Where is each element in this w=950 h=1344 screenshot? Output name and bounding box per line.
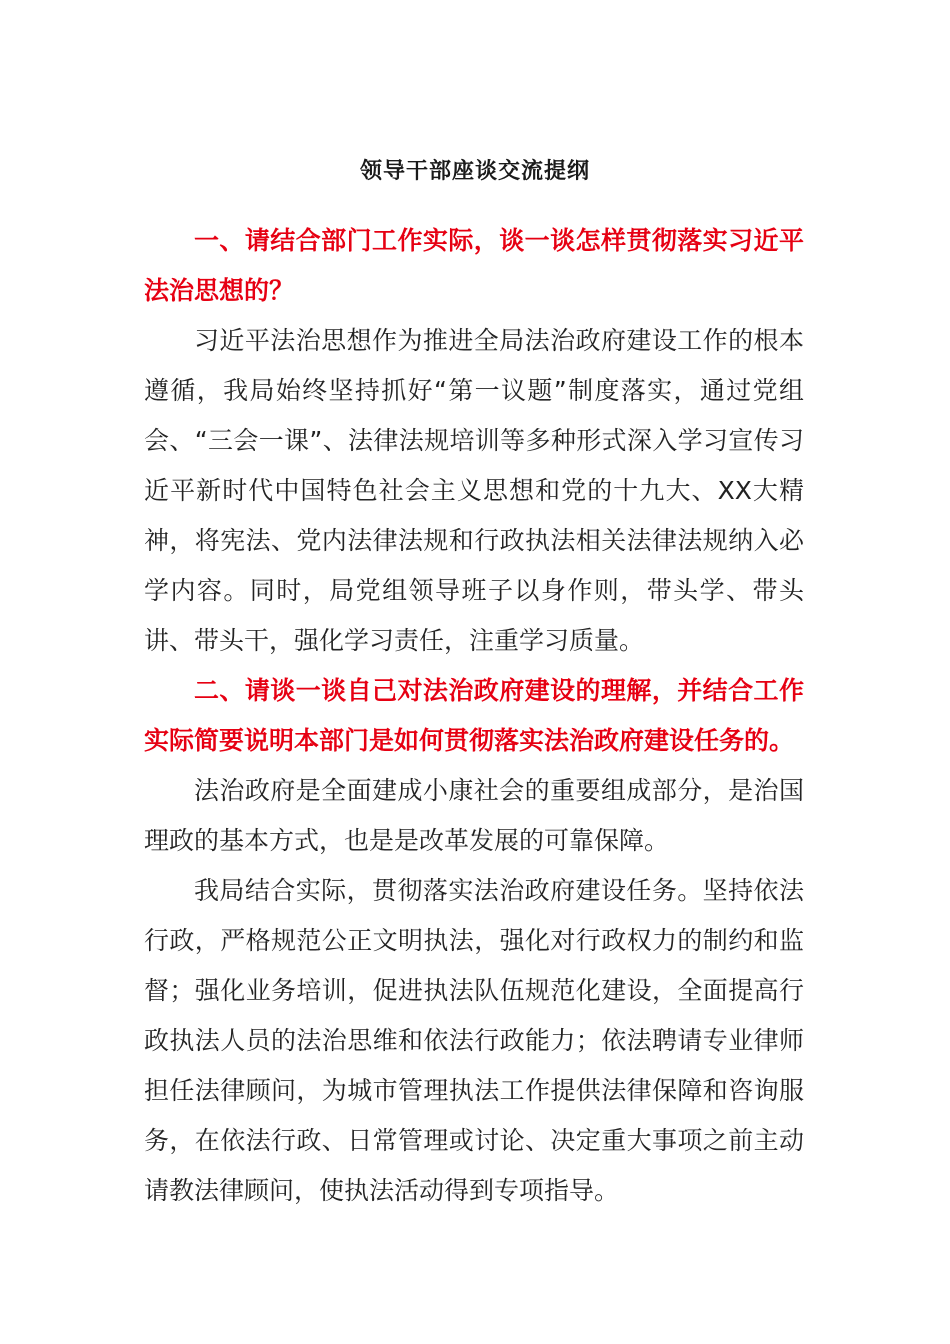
question-heading-1: 一、请结合部门工作实际，谈一谈怎样贯彻落实习近平法治思想的？ [144,226,804,305]
body-paragraph-2: 法治政府是全面建成小康社会的重要组成部分，是治国理政的基本方式，也是是改革发展的可靠保障。 [144,776,804,855]
document-body [144,216,804,1216]
question-heading-2: 二、请谈一谈自己对法治政府建设的理解，并结合工作实际简要说明本部门是如何贯彻落实法治政府建设任务的。 [144,676,804,755]
body-paragraph-3: 我局结合实际，贯彻落实法治政府建设任务。坚持依法行政，严格规范公正文明执法，强化对行政权力的制约和监督；强化业务培训，促进执法队伍规范化建设，全面提高行政执法人员的法治思维和依法行政能力；依法聘请专业律师担任法律顾问，为城市管理执法工作提供法律保障和咨询服务，在依法行政、日常管理或讨论、决定重大事项之前主动请教法律顾问，使执法活动得到专项指导。 [144,876,804,1205]
body-paragraph-1: 习近平法治思想作为推进全局法治政府建设工作的根本遵循，我局始终坚持抓好“第一议题”制度落实，通过党组会、“三会一课”、法律法规培训等多种形式深入学习宣传习近平新时代中国特色社会主义思想和党的十九大、XX大精神，将宪法、党内法律法规和行政执法相关法律法规纳入必学内容。同时，局党组领导班子以身作则，带头学、带头讲、带头干，强化学习责任，注重学习质量。 [144,326,804,655]
document-title: 领导干部座谈交流提纲 [359,159,590,184]
